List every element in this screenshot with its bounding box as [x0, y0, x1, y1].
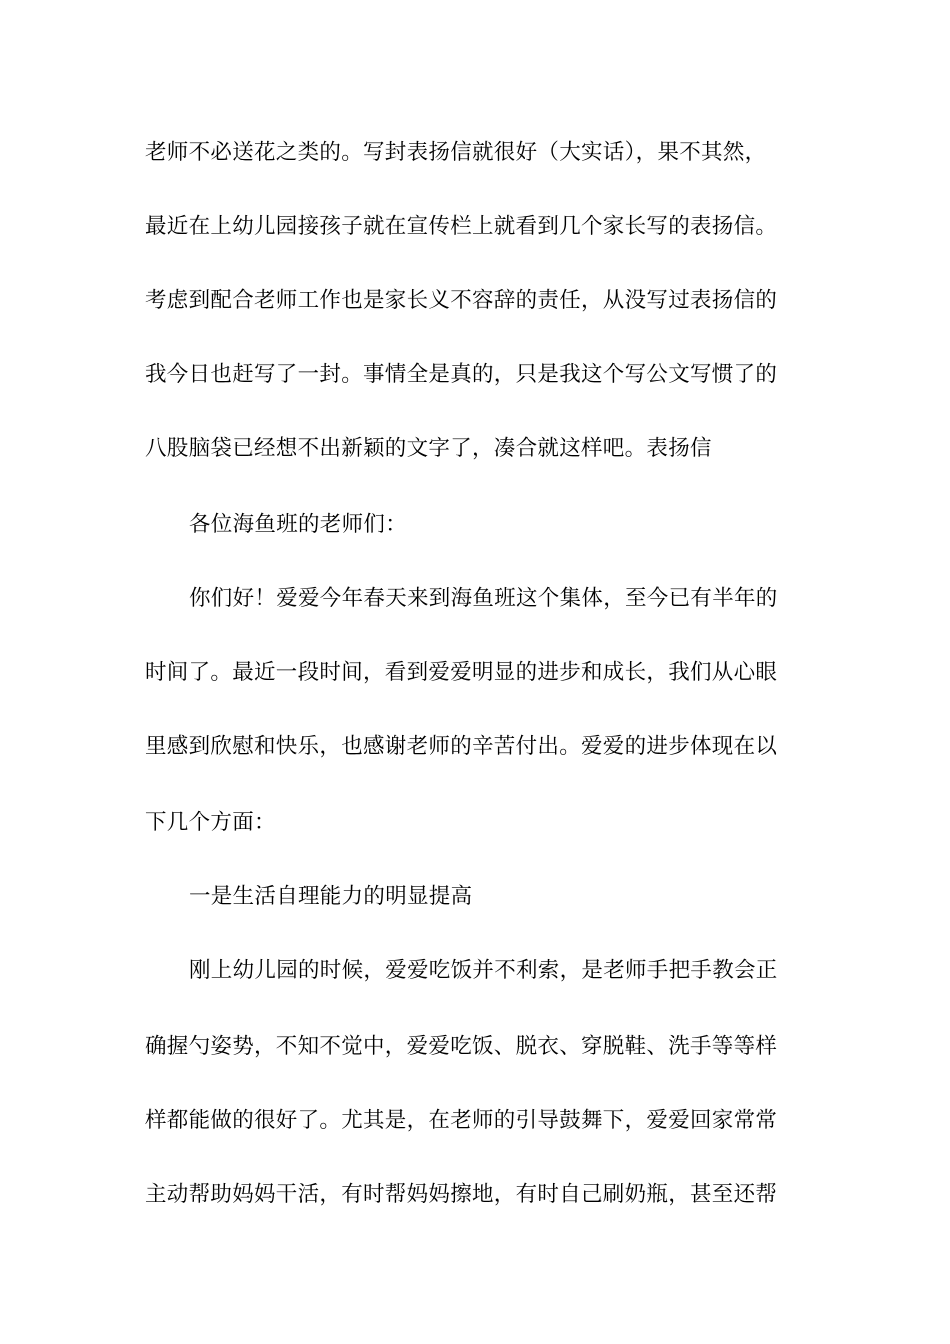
text-line: 我今日也赶写了一封。事情全是真的，只是我这个写公文写惯了的 [145, 362, 778, 387]
text-line: 最近在上幼儿园接孩子就在宣传栏上就看到几个家长写的表扬信。 [145, 214, 778, 239]
text-line: 主动帮助妈妈干活，有时帮妈妈擦地，有时自己刷奶瓶，甚至还帮 [145, 1182, 778, 1207]
text-line: 时间了。最近一段时间，看到爱爱明显的进步和成长，我们从心眼 [145, 660, 778, 685]
text-line: 你们好！爱爱今年春天来到海鱼班这个集体，至今已有半年的 [189, 586, 778, 611]
text-line: 下几个方面： [145, 810, 276, 835]
text-line: 样都能做的很好了。尤其是，在老师的引导鼓舞下，爱爱回家常常 [145, 1108, 778, 1133]
text-line: 考虑到配合老师工作也是家长义不容辞的责任，从没写过表扬信的 [145, 288, 778, 313]
text-line: 老师不必送花之类的。写封表扬信就很好（大实话），果不其然， [145, 140, 767, 165]
text-line: 刚上幼儿园的时候，爱爱吃饭并不利索，是老师手把手教会正 [189, 958, 778, 983]
section-heading: 一是生活自理能力的明显提高 [189, 884, 473, 909]
text-line: 八股脑袋已经想不出新颖的文字了，凑合就这样吧。表扬信 [145, 436, 712, 461]
text-line: 确握勺姿势，不知不觉中，爱爱吃饭、脱衣、穿脱鞋、洗手等等样 [145, 1034, 778, 1059]
text-line: 里感到欣慰和快乐，也感谢老师的辛苦付出。爱爱的进步体现在以 [145, 734, 778, 759]
salutation: 各位海鱼班的老师们： [189, 512, 408, 537]
